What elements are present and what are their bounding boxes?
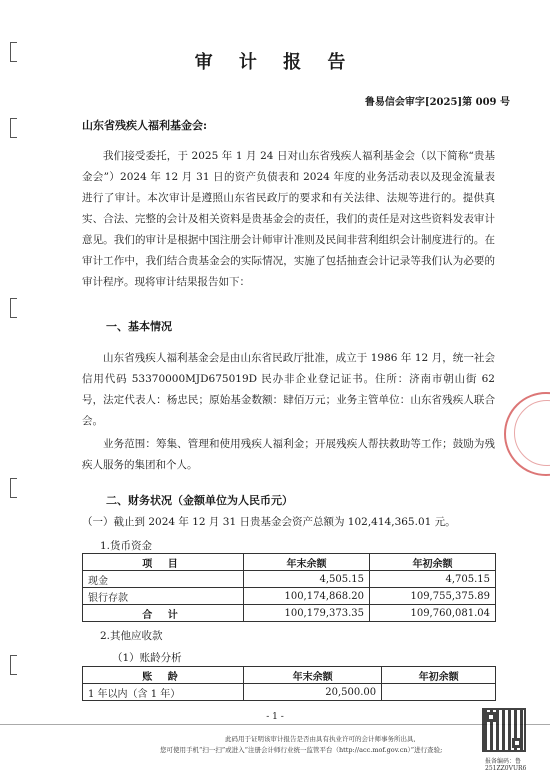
binding-mark bbox=[10, 655, 17, 675]
addressee: 山东省残疾人福利基金会: bbox=[82, 119, 208, 132]
table-header: 年初余额 bbox=[382, 667, 496, 684]
table-total-row bbox=[83, 605, 496, 622]
report-title: 审 计 报 告 bbox=[194, 52, 356, 73]
aging-analysis-label: （1）账龄分析 bbox=[112, 652, 182, 664]
cash-table bbox=[82, 553, 496, 622]
business-scope-paragraph: 业务范围：筹集、管理和使用残疾人福利金；开展残疾人帮扶救助等工作；鼓励为残疾人服务的集团和个人。 bbox=[82, 438, 495, 471]
table-cell: 109,760,081.04 bbox=[370, 605, 496, 622]
table-cell: 4,705.15 bbox=[370, 571, 496, 588]
intro-paragraph: 我们接受委托，于 2025 年 1 月 24 日对山东省残疾人福利基金会（以下简称“贵基金会”）2024 年 12 月 31 日的资产负债表和 2024 年度的业务活动表以及现金流量表进行了审计。本次审计是遵照山东省民政厅的要求和有关法律、法规等进行的。提供真实、合法、完整的会计及相关资料是贵基金会的责任，我们的责任是对这些资料发表审计意见。我们的审计是根据中国注册会计师审计准则及民间非营利组织会计制度进行的。在审计工作中，我们结合贵基金会的实际情况，实施了包括抽查会计记录等我们认为必要的审计程序。现将审计结果报告如下： bbox=[82, 150, 495, 288]
table-row bbox=[83, 684, 496, 701]
footer-line-2: 您可使用手机“扫一扫”或进入“注册会计师行业统一监管平台（http://acc.mof.gov.cn）”进行查验; bbox=[160, 746, 443, 754]
table-header: 账 龄 bbox=[83, 667, 244, 684]
basic-info-paragraph: 山东省残疾人福利基金会是由山东省民政厅批准，成立于 1986 年 12 月，统一社会信用代码 53370000MJD675019D 民办非企业登记证书。住所：济南市朝山街 62 号，法定代表人：杨忠民；原始基金数额：肆佰万元；业务主管单位：山东省残疾人联合会。 bbox=[82, 352, 495, 427]
footer-line-1: 此码用于证明该审计报告是否由具有执业许可的会计师事务所出具, bbox=[225, 735, 416, 743]
table-row bbox=[83, 571, 496, 588]
table-row bbox=[83, 588, 496, 605]
binding-mark bbox=[10, 478, 17, 498]
page-number: - 1 - bbox=[266, 712, 284, 722]
table-cell: 20,500.00 bbox=[244, 684, 382, 701]
binding-mark bbox=[10, 298, 17, 318]
table-cell: 109,755,375.89 bbox=[370, 588, 496, 605]
table-cell: 银行存款 bbox=[83, 588, 244, 605]
table-header: 年末余额 bbox=[244, 554, 370, 571]
total-assets-line: （一）截止到 2024 年 12 月 31 日贵基金会资产总额为 102,414,365.01 元。 bbox=[82, 516, 456, 528]
table-header: 年初余额 bbox=[370, 554, 496, 571]
table-cell: 1 年以内（含 1 年） bbox=[83, 684, 244, 701]
section1-heading: 一、基本情况 bbox=[106, 320, 172, 333]
other-receivables-label: 2.其他应收款 bbox=[100, 630, 163, 642]
binding-mark bbox=[10, 118, 17, 138]
table-header-row bbox=[83, 554, 496, 571]
table-cell: 100,179,373.35 bbox=[244, 605, 370, 622]
table-cell: 合 计 bbox=[83, 605, 244, 622]
qr-code-icon[interactable] bbox=[482, 708, 526, 752]
table-header: 项 目 bbox=[83, 554, 244, 571]
table-header: 年末余额 bbox=[244, 667, 382, 684]
cash-label: 1.货币资金 bbox=[100, 540, 153, 552]
table-header-row bbox=[83, 667, 496, 684]
table-cell: 现金 bbox=[83, 571, 244, 588]
aging-table bbox=[82, 666, 496, 701]
filing-code: 报备编码：鲁251ZZ0VUR6 bbox=[485, 758, 527, 772]
table-cell: 100,174,868.20 bbox=[244, 588, 370, 605]
table-cell bbox=[382, 684, 496, 701]
table-cell: 4,505.15 bbox=[244, 571, 370, 588]
document-number: 鲁易信会审字[2025]第 009 号 bbox=[364, 97, 510, 108]
section2-heading: 二、财务状况（金额单位为人民币元） bbox=[106, 494, 293, 507]
